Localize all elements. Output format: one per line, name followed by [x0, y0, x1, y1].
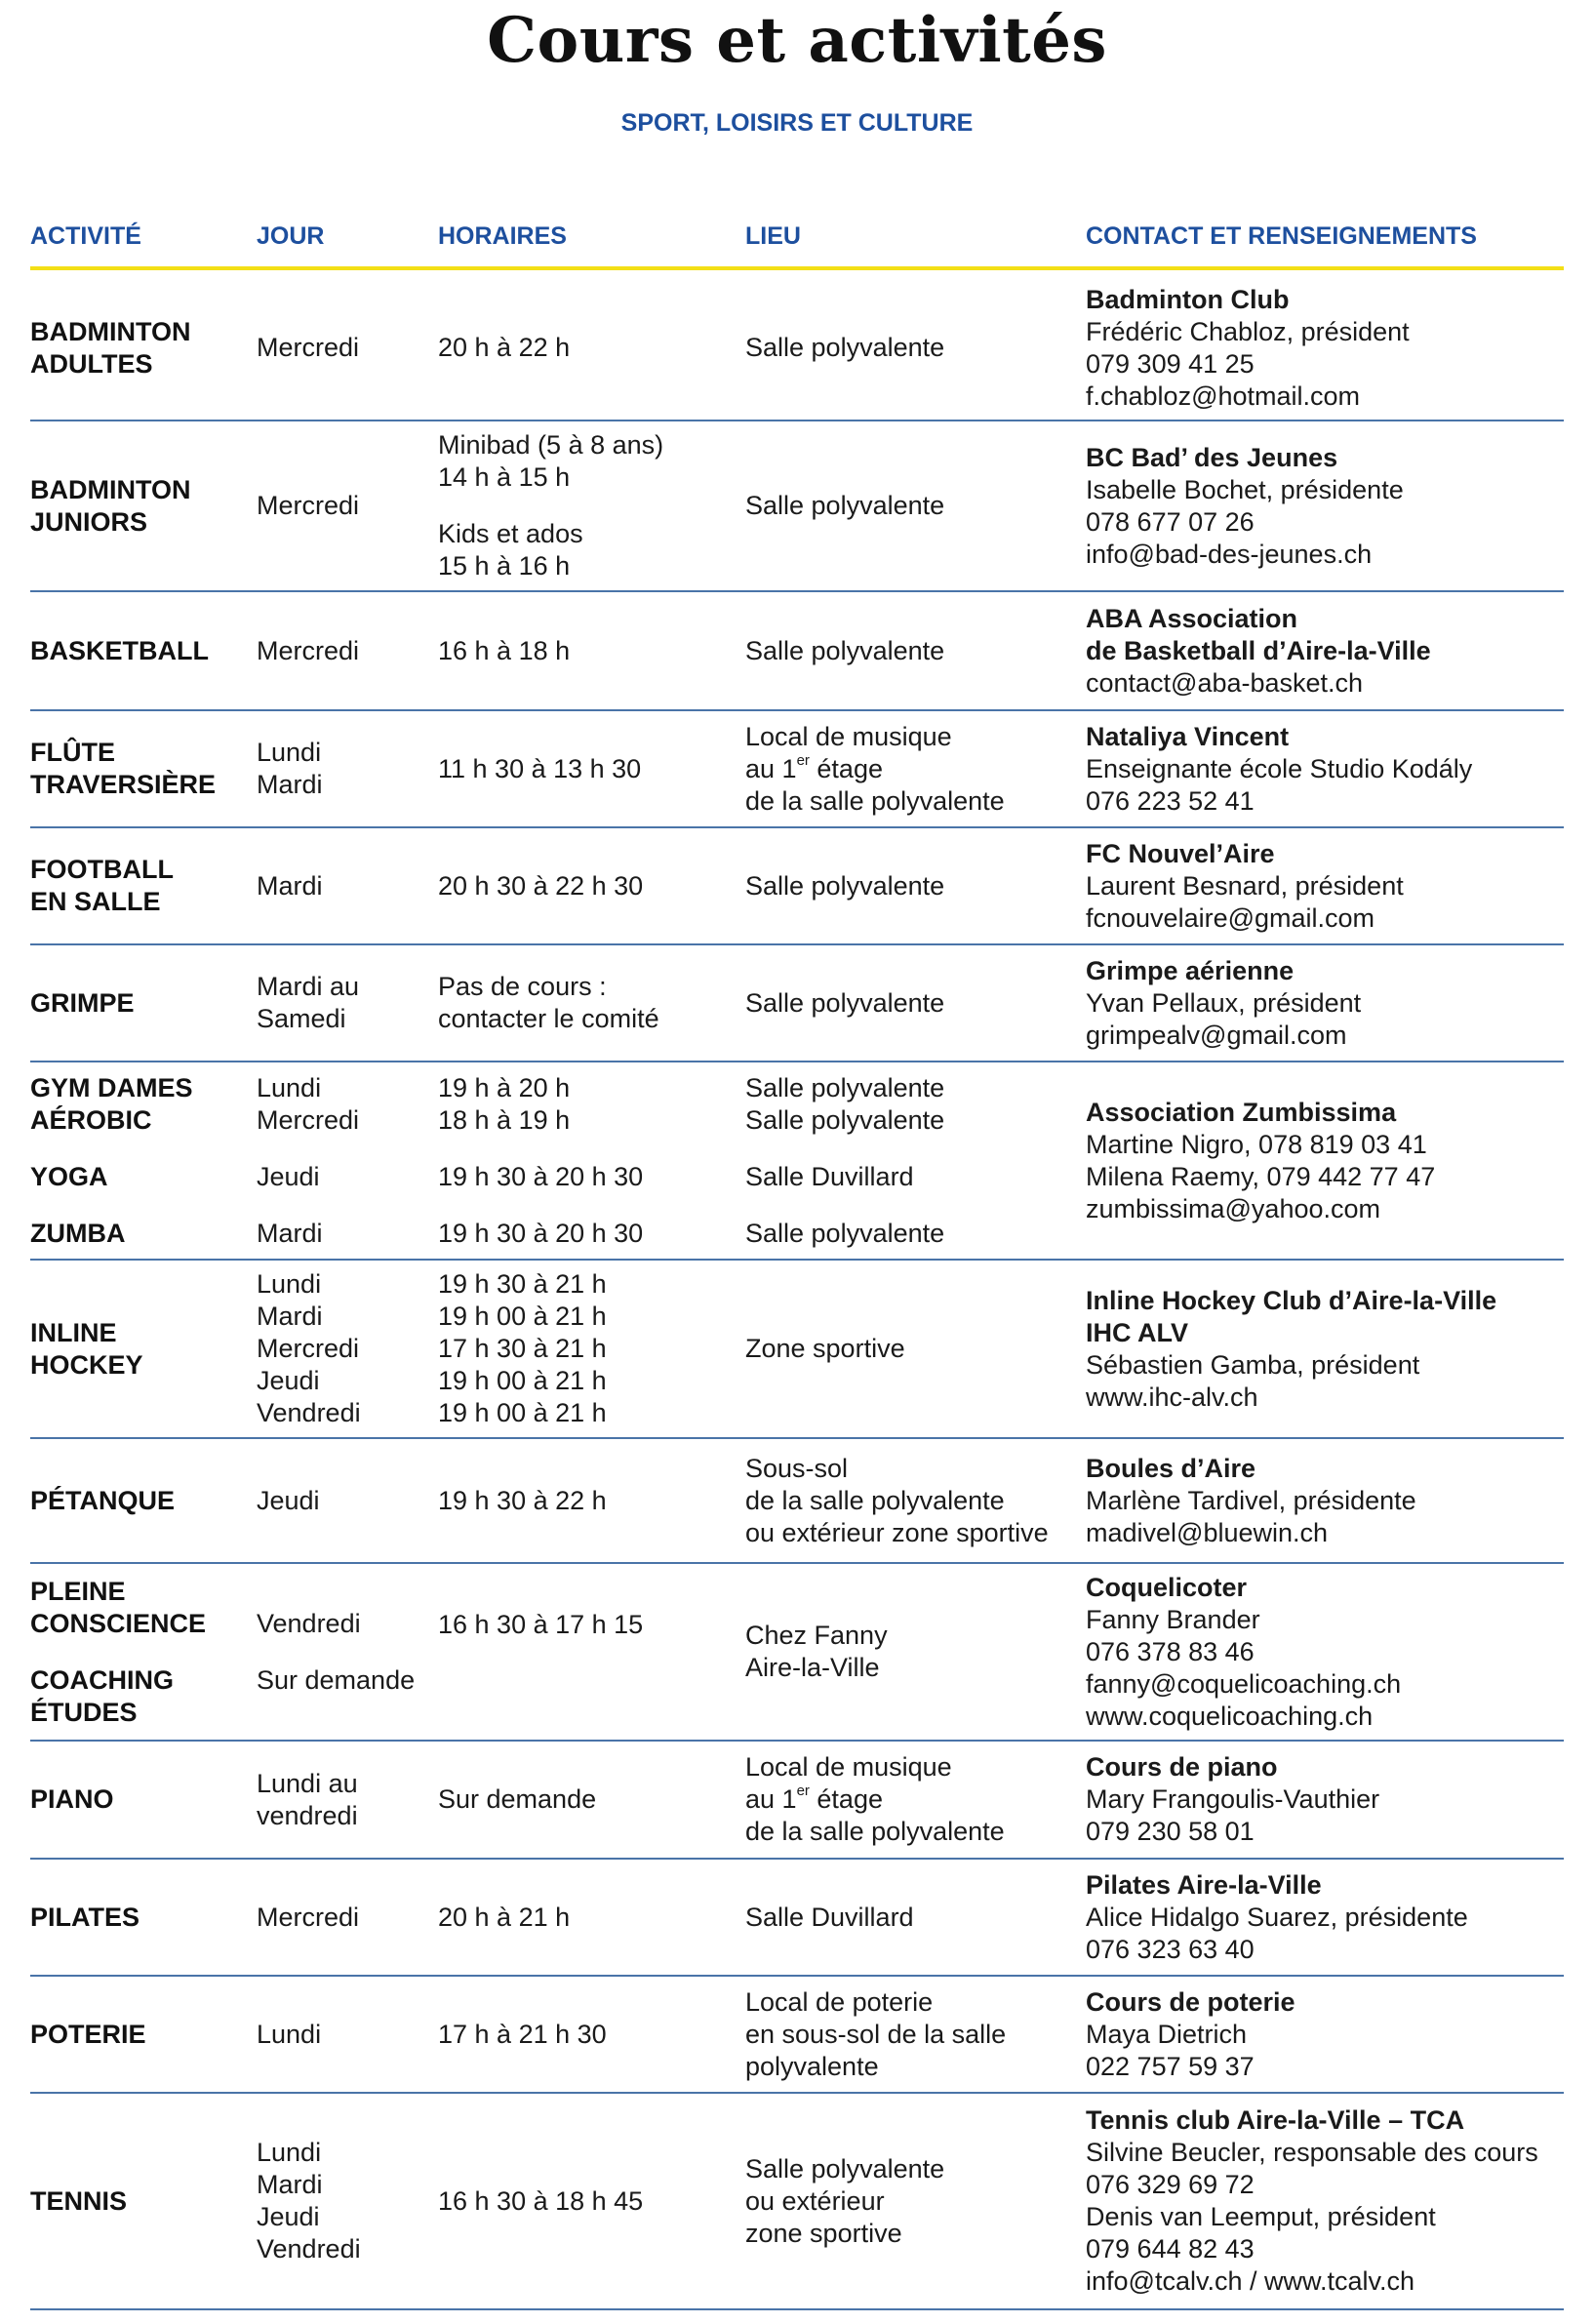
table-row	[30, 1564, 1564, 1742]
table-row	[30, 711, 1564, 828]
contact-cell: Boules d’Aire Marlène Tardivel, présidente madivel@bluewin.ch	[1086, 1439, 1564, 1562]
contact-org: Boules d’Aire	[1086, 1453, 1256, 1483]
contact-cell: Cours de piano Mary Frangoulis-Vauthier 079 230 58 01	[1086, 1742, 1564, 1858]
contact-email: contact@aba-basket.ch	[1086, 667, 1364, 698]
table-row	[30, 421, 1564, 592]
contact-email: fanny@coquelicoaching.ch	[1086, 1668, 1402, 1699]
table-row	[30, 276, 1564, 421]
header-activite: ACTIVITÉ	[30, 222, 141, 250]
day-cell: Mardi	[257, 870, 323, 901]
schedule-cell: 19 h 30 à 21 h 19 h 00 à 21 h 17 h 30 à 21 h 19 h 00 à 21 h 19 h 00 à 21 h	[438, 1269, 607, 1427]
schedule-cell: 16 h à 18 h	[438, 635, 571, 665]
contact-org: Cours de poterie	[1086, 1986, 1295, 2017]
activity-cell: GRIMPE	[30, 987, 135, 1018]
table-row	[30, 828, 1564, 945]
header-lieu: LIEU	[745, 222, 801, 250]
schedule-cell: 16 h 30 à 17 h 15	[438, 1610, 644, 1639]
day-cell: Lundi	[257, 2019, 322, 2049]
table-row	[30, 1742, 1564, 1860]
header-contact: CONTACT ET RENSEIGNEMENTS	[1086, 222, 1477, 250]
day-cell: Lundi Mercredi Jeudi Mardi	[257, 1072, 360, 1248]
place-cell: Salle polyvalente	[745, 870, 945, 901]
place-cell: Salle polyvalente Salle polyvalente Salle Duvillard Salle polyvalente	[745, 1072, 945, 1248]
schedule-cell: Sur demande	[438, 1784, 597, 1814]
day-cell: Jeudi	[257, 1485, 320, 1515]
schedule-cell: 19 h à 20 h 18 h à 19 h 19 h 30 à 20 h 30 19 h 30 à 20 h 30	[438, 1072, 644, 1248]
place-cell: Local de poterie en sous-sol de la salle polyvalente	[745, 1986, 1007, 2081]
header-jour: JOUR	[257, 222, 325, 250]
contact-email: info@bad-des-jeunes.ch	[1086, 539, 1373, 569]
contact-cell: Pilates Aire-la-Ville Alice Hidalgo Suarez, présidente 076 323 63 40	[1086, 1860, 1564, 1975]
table-row	[30, 2094, 1564, 2310]
activity-cell: PLEINE CONSCIENCE COACHING ÉTUDES	[30, 1576, 207, 1727]
contact-org: FC Nouvel’Aire	[1086, 838, 1275, 868]
table-row	[30, 1977, 1564, 2094]
contact-org: Association Zumbissima	[1086, 1097, 1397, 1127]
place-cell: Sous-sol de la salle polyvalente ou extérieur zone sportive	[745, 1453, 1049, 1547]
activity-cell: BADMINTON JUNIORS	[30, 474, 191, 537]
contact-org: IHC ALV	[1086, 1317, 1188, 1347]
place-cell: Salle polyvalente ou extérieur zone sportive	[745, 2153, 945, 2248]
table-row	[30, 945, 1564, 1062]
contact-email: zumbissima@yahoo.com	[1086, 1193, 1381, 1223]
day-cell: Lundi Mardi Mercredi Jeudi Vendredi	[257, 1269, 361, 1427]
activity-cell: INLINE HOCKEY	[30, 1317, 143, 1380]
contact-org: Grimpe aérienne	[1086, 955, 1295, 985]
activity-cell: BADMINTON ADULTES	[30, 316, 191, 379]
day-cell: Mardi au Samedi	[257, 972, 360, 1033]
day-cell: Mercredi	[257, 333, 360, 362]
activity-cell: TENNIS	[30, 2185, 128, 2216]
contact-cell	[1086, 592, 1564, 709]
schedule-cell: 19 h 30 à 22 h	[438, 1485, 607, 1515]
contact-email: fcnouvelaire@gmail.com	[1086, 902, 1375, 933]
table-header	[30, 217, 1564, 260]
contact-email: f.chabloz@hotmail.com	[1086, 381, 1361, 411]
contact-cell: Inline Hockey Club d’Aire-la-Ville IHC ALV Sébastien Gamba, président www.ihc-alv.ch	[1086, 1261, 1564, 1437]
schedule-cell: 20 h 30 à 22 h 30	[438, 870, 644, 901]
contact-website: info@tcalv.ch / www.tcalv.ch	[1086, 2266, 1415, 2296]
place-cell: Salle polyvalente	[745, 333, 945, 362]
header-divider	[30, 266, 1564, 270]
contact-cell: Coquelicoter Fanny Brander 076 378 83 46 fanny@coquelicoaching.ch www.coquelicoaching.ch	[1086, 1564, 1564, 1740]
contact-cell: Association Zumbissima Martine Nigro, 078 819 03 41 Milena Raemy, 079 442 77 47 zumbissima@yahoo.com	[1086, 1062, 1564, 1259]
contact-email: madivel@bluewin.ch	[1086, 1517, 1329, 1547]
contact-cell: BC Bad’ des Jeunes Isabelle Bochet, présidente 078 677 07 26 info@bad-des-jeunes.ch	[1086, 421, 1564, 590]
place-cell: Salle polyvalente	[745, 635, 945, 665]
day-cell: Lundi Mardi Jeudi Vendredi	[257, 2138, 361, 2264]
day-cell: Lundi Mardi	[257, 738, 323, 799]
table-row	[30, 1261, 1564, 1439]
schedule-cell: 17 h à 21 h 30	[438, 2019, 607, 2049]
page-subtitle: SPORT, LOISIRS ET CULTURE	[620, 109, 974, 137]
contact-cell: FC Nouvel’Aire Laurent Besnard, président fcnouvelaire@gmail.com	[1086, 828, 1564, 943]
schedule-cell: 20 h à 21 h	[438, 1902, 571, 1932]
contact-org: Tennis club Aire-la-Ville – TCA	[1086, 2105, 1465, 2135]
schedule-cell: Pas de cours : contacter le comité	[438, 972, 659, 1033]
activity-cell: FLÛTE TRAVERSIÈRE	[30, 738, 217, 799]
schedule-cell: 16 h 30 à 18 h 45	[438, 2185, 644, 2216]
table-row	[30, 1062, 1564, 1261]
table-row	[30, 592, 1564, 711]
header-horaires: HORAIRES	[438, 222, 567, 250]
contact-org: Inline Hockey Club d’Aire-la-Ville	[1086, 1285, 1497, 1315]
place-cell: Zone sportive	[745, 1334, 905, 1363]
contact-email: grimpealv@gmail.com	[1086, 1020, 1347, 1050]
contact-website: www.coquelicoaching.ch	[1086, 1701, 1374, 1731]
activity-cell: BASKETBALL	[30, 635, 209, 665]
contact-org: ABA Association	[1086, 603, 1298, 633]
activity-cell: PIANO	[30, 1784, 114, 1814]
contact-cell: Nataliya Vincent Enseignante école Studio Kodály 076 223 52 41	[1086, 711, 1564, 826]
activity-cell: PÉTANQUE	[30, 1485, 176, 1515]
contact-org: Pilates Aire-la-Ville	[1086, 1869, 1322, 1900]
day-cell: Lundi au vendredi	[257, 1768, 358, 1830]
day-cell: Mercredi	[257, 491, 360, 520]
schedule-cell: 11 h 30 à 13 h 30	[438, 753, 642, 783]
activity-cell: FOOTBALL EN SALLE	[30, 855, 174, 916]
day-cell: Mercredi	[257, 635, 360, 665]
schedule-cell: Minibad (5 à 8 ans) 14 h à 15 h Kids et ados 15 h à 16 h	[438, 430, 664, 581]
contact-org: Cours de piano	[1086, 1752, 1278, 1782]
contact-cell: Badminton Club Frédéric Chabloz, président 079 309 41 25 f.chabloz@hotmail.com	[1086, 276, 1564, 420]
contact-cell: Tennis club Aire-la-Ville – TCA Silvine Beucler, responsable des cours 076 329 69 72 Denis van Leemput, président 079 644 82 43 info@tcalv.ch / www.tcalv.ch	[1086, 2094, 1564, 2308]
place-cell: Local de musique au 1er étage de la salle polyvalente	[745, 1752, 1005, 1846]
activity-cell: GYM DAMES AÉROBIC YOGA ZUMBA	[30, 1072, 193, 1248]
contact-org: BC Bad’ des Jeunes	[1086, 442, 1338, 472]
contact-org: Nataliya Vincent	[1086, 721, 1290, 751]
contact-cell: Grimpe aérienne Yvan Pellaux, président grimpealv@gmail.com	[1086, 945, 1564, 1061]
place-cell: Chez Fanny Aire-la-Ville	[745, 1621, 888, 1682]
day-cell: Vendredi Sur demande	[257, 1608, 416, 1695]
day-cell: Mercredi	[257, 1902, 360, 1932]
contact-org: Coquelicoter	[1086, 1572, 1248, 1602]
table-row	[30, 1860, 1564, 1977]
schedule-cell: 20 h à 22 h	[438, 333, 571, 362]
activity-cell: PILATES	[30, 1902, 140, 1932]
contact-org: de Basketball d’Aire-la-Ville	[1086, 635, 1431, 665]
table-row	[30, 1439, 1564, 1564]
place-cell: Salle polyvalente	[745, 491, 945, 520]
contact-org: Badminton Club	[1086, 284, 1290, 314]
activity-cell: POTERIE	[30, 2019, 146, 2049]
page-title: Cours et activités	[487, 4, 1107, 77]
place-cell: Salle polyvalente	[745, 987, 945, 1018]
contact-cell: Cours de poterie Maya Dietrich 022 757 59 37	[1086, 1977, 1564, 2092]
place-cell: Salle Duvillard	[745, 1902, 914, 1932]
place-cell: Local de musique au 1er étage de la salle polyvalente	[745, 721, 1005, 816]
contact-website: www.ihc-alv.ch	[1086, 1382, 1258, 1412]
